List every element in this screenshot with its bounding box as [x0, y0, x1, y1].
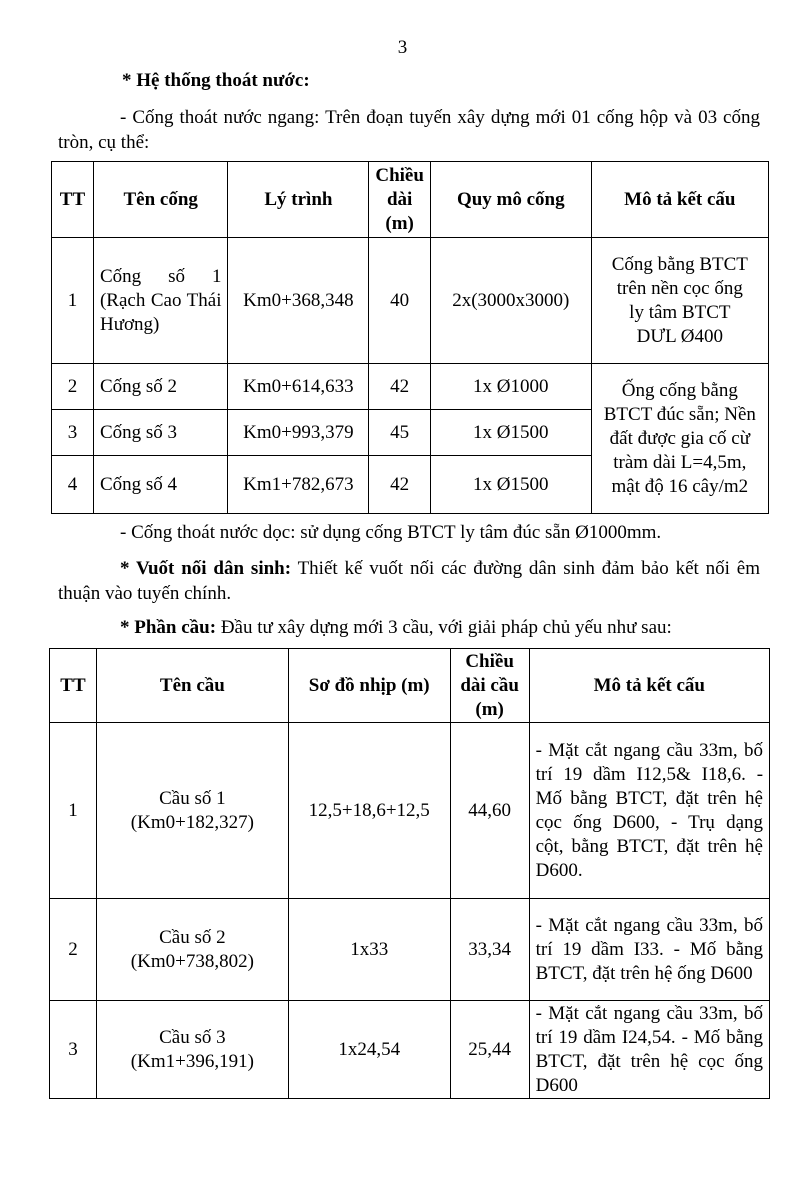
- header-scale: Quy mô cống: [430, 162, 591, 238]
- culvert-station: Km0+614,633: [228, 364, 369, 410]
- culvert-length: 45: [369, 410, 431, 456]
- header-tt: TT: [50, 649, 97, 723]
- access-road-paragraph: [58, 556, 760, 606]
- access-road-text: Thiết kế vuốt nối các đường dân sinh đảm bảo kết nối êm thuận vào tuyến chính.: [58, 558, 760, 604]
- header-station: Lý trình: [228, 162, 369, 238]
- culvert-station: Km0+993,379: [228, 410, 369, 456]
- culvert-scale: 1x Ø1500: [430, 456, 591, 514]
- header-span: Sơ đồ nhịp (m): [288, 649, 450, 723]
- bridge-span: 12,5+18,6+12,5: [288, 723, 450, 899]
- culvert-name: Cống số 3: [93, 410, 228, 456]
- header-length: Chiều dài (m): [369, 162, 431, 238]
- table-row: [50, 899, 770, 1001]
- bridge-name: Cầu số 3 (Km1+396,191): [96, 1001, 288, 1099]
- bridge-span: 1x33: [288, 899, 450, 1001]
- row-tt: 4: [52, 456, 94, 514]
- bridge-text: Đầu tư xây dựng mới 3 cầu, với giải pháp chủ yếu như sau:: [216, 617, 672, 638]
- bridge-name: Cầu số 1 (Km0+182,327): [96, 723, 288, 899]
- bridge-structure: - Mặt cắt ngang cầu 33m, bố trí 19 dầm I12,5& I18,6. - Mố bằng BTCT, đặt trên hệ cọc ống D600, - Trụ dạng cột, bằng BTCT, đặt trên hệ D600.: [529, 723, 769, 899]
- header-length: Chiều dài cầu (m): [450, 649, 529, 723]
- bridge-length: 33,34: [450, 899, 529, 1001]
- access-road-label: * Vuốt nối dân sinh:: [120, 558, 292, 579]
- culvert-table: [51, 161, 769, 514]
- culvert-length: 42: [369, 364, 431, 410]
- drainage-heading: * Hệ thống thoát nước:: [122, 70, 310, 91]
- table-row: [50, 1001, 770, 1099]
- culvert-table-header: [52, 162, 769, 238]
- bridge-name: Cầu số 2 (Km0+738,802): [96, 899, 288, 1001]
- cross-culvert-intro: - Cống thoát nước ngang: Trên đoạn tuyến xây dựng mới 01 cống hộp và 03 cống tròn, cụ thể:: [58, 107, 760, 153]
- table-row: [52, 238, 769, 364]
- culvert-length: 42: [369, 456, 431, 514]
- bridge-table-header: [50, 649, 770, 723]
- row-tt: 3: [50, 1001, 97, 1099]
- header-bridge-name: Tên cầu: [96, 649, 288, 723]
- culvert-name: Cống số 2: [93, 364, 228, 410]
- bridge-structure: - Mặt cắt ngang cầu 33m, bố trí 19 dầm I33. - Mố bằng BTCT, đặt trên hệ ống D600: [529, 899, 769, 1001]
- header-structure: Mô tả kết cấu: [591, 162, 768, 238]
- table-row: [50, 723, 770, 899]
- row-tt: 2: [50, 899, 97, 1001]
- bridge-length: 25,44: [450, 1001, 529, 1099]
- row-tt: 1: [50, 723, 97, 899]
- row-tt: 3: [52, 410, 94, 456]
- page-number: 3: [397, 37, 408, 58]
- row-tt: 1: [52, 238, 94, 364]
- culvert-name: Cống số 4: [93, 456, 228, 514]
- bridge-table: [49, 648, 770, 1099]
- header-structure: Mô tả kết cấu: [529, 649, 769, 723]
- culvert-station: Km1+782,673: [228, 456, 369, 514]
- header-tt: TT: [52, 162, 94, 238]
- culvert-scale: 1x Ø1000: [430, 364, 591, 410]
- longitudinal-culvert-text: - Cống thoát nước dọc: sử dụng cống BTCT ly tâm đúc sẵn Ø1000mm.: [120, 522, 662, 543]
- culvert-name: Cống số 1 (Rạch Cao Thái Hương): [93, 238, 228, 364]
- table-row: [52, 364, 769, 410]
- culvert-scale: 2x(3000x3000): [430, 238, 591, 364]
- culvert-length: 40: [369, 238, 431, 364]
- bridge-paragraph: [120, 615, 672, 640]
- bridge-label: * Phần cầu:: [120, 617, 217, 638]
- bridge-structure: - Mặt cắt ngang cầu 33m, bố trí 19 dầm I24,54. - Mố bằng BTCT, đặt trên hệ cọc ống D600: [529, 1001, 769, 1099]
- culvert-scale: 1x Ø1500: [430, 410, 591, 456]
- row-tt: 2: [52, 364, 94, 410]
- bridge-span: 1x24,54: [288, 1001, 450, 1099]
- bridge-length: 44,60: [450, 723, 529, 899]
- culvert-structure-merged: Ống cống bằng BTCT đúc sẵn; Nền đất được gia cố cừ tràm dài L=4,5m, mật độ 16 cây/m2: [591, 364, 768, 514]
- culvert-structure: Cống bằng BTCT trên nền cọc ống ly tâm BTCT DƯL Ø400: [591, 238, 768, 364]
- culvert-station: Km0+368,348: [228, 238, 369, 364]
- header-culvert-name: Tên cống: [93, 162, 228, 238]
